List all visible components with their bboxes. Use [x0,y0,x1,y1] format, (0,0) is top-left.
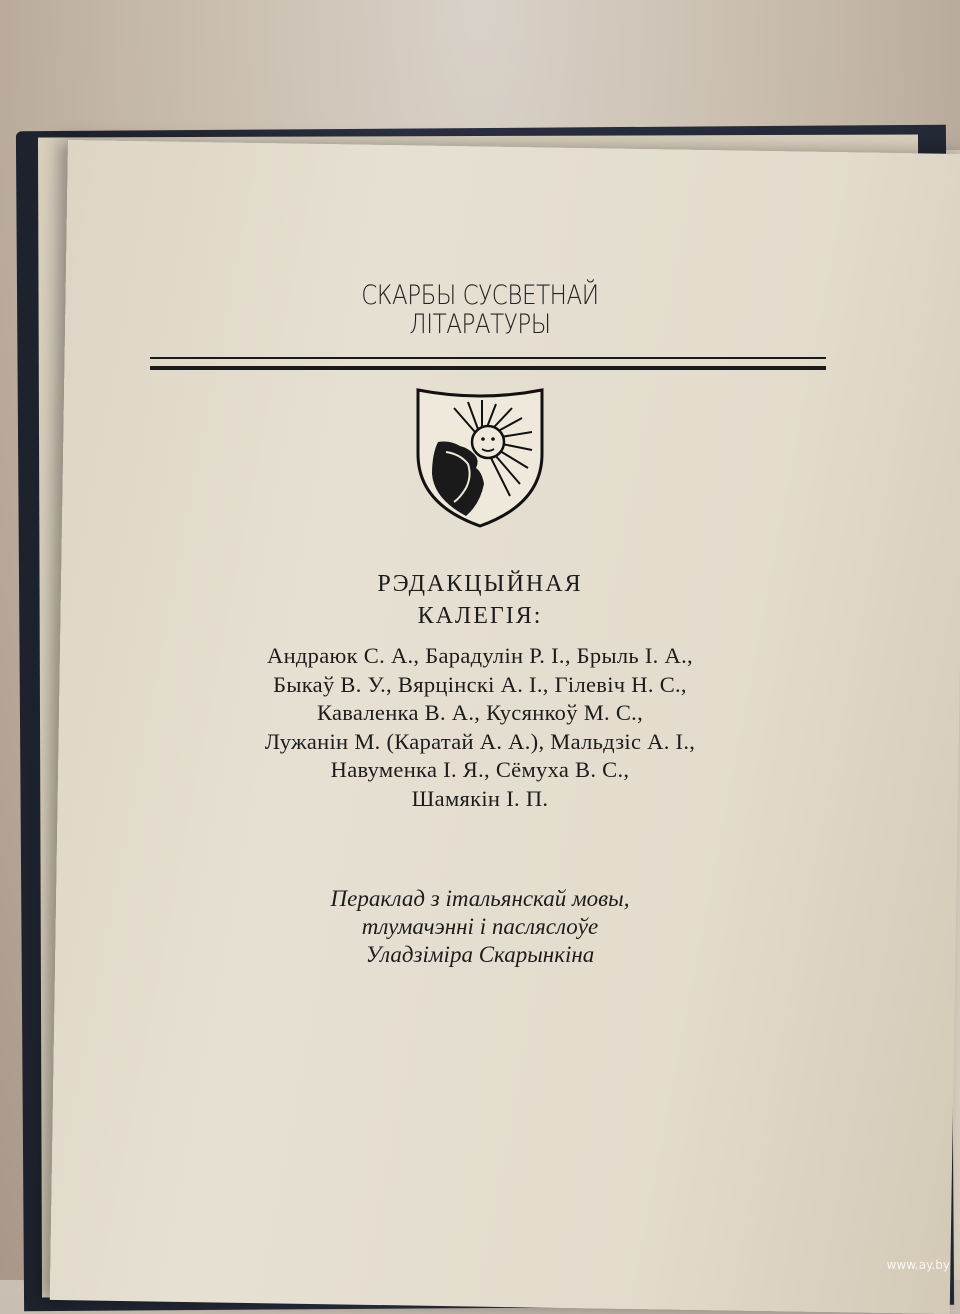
editorial-board-members [0,642,960,813]
board-line: Лужанін М. (Каратай А. А.), Мальдзіс А. І., [264,728,696,754]
publisher-emblem-icon [410,384,550,530]
board-line: Каваленка В. А., Кусянкоў М. С., [316,700,644,725]
series-title-line2: ЛІТАРАТУРЫ [409,309,551,340]
credit-line: Уладзіміра Скарынкіна [365,942,595,967]
translation-credit [0,885,960,969]
divider-thin [150,357,826,359]
credit-line: тлумачэнні і пасляслоўе [361,914,599,939]
editorial-board-heading [0,568,960,632]
board-line: Андраюк С. А., Барадулін Р. І., Брыль І. А., [267,643,693,668]
heading-line1: РЭДАКЦЫЙНАЯ [377,571,583,597]
site-watermark: www.ay.by [886,1258,950,1272]
board-line: Быкаў В. У., Вярцінскі А. І., Гілевіч Н. С., [273,671,687,697]
heading-line2: КАЛЕГІЯ: [417,603,543,629]
board-line: Навуменка І. Я., Сёмуха В. С., [330,757,630,782]
series-title [327,282,633,338]
board-line: Шамякін І. П. [411,785,549,811]
divider-thick [150,366,826,370]
credit-line: Пераклад з італьянскай мовы, [330,886,630,911]
series-title-line1: СКАРБЫ СУСВЕТНАЙ [361,280,599,311]
